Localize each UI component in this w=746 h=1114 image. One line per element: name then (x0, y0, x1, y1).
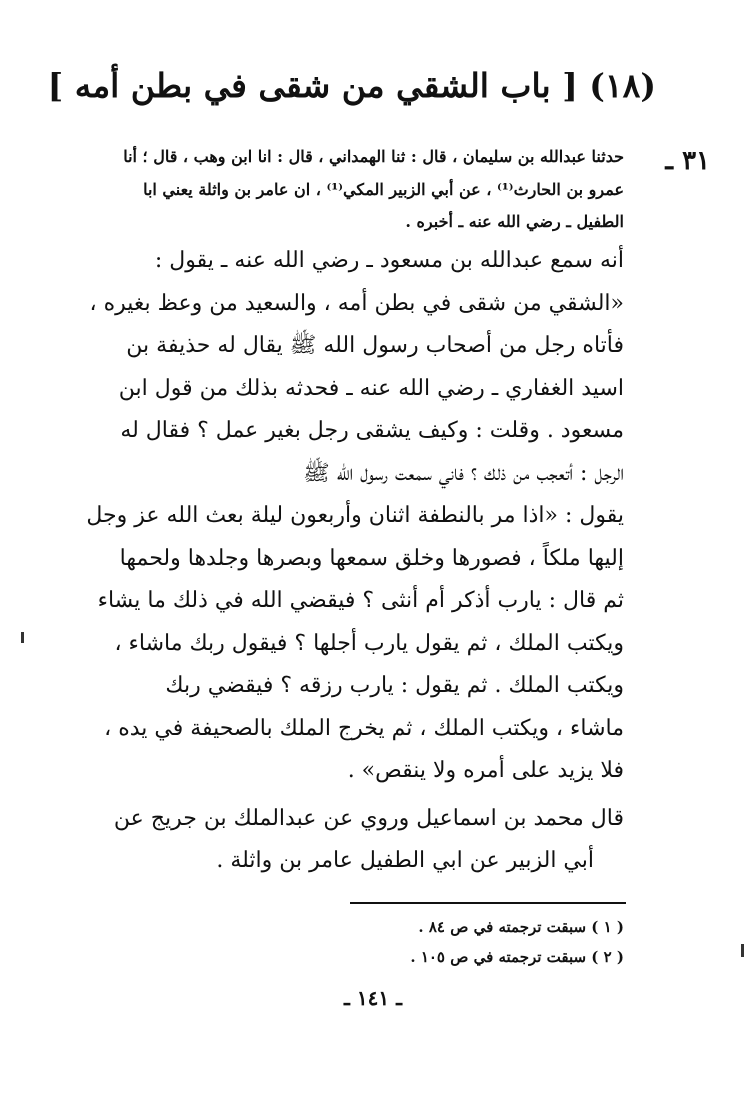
scan-mark (741, 944, 744, 957)
closing-note (52, 798, 624, 882)
isnad-line: الطفيل ـ رضي الله عنه ـ أخبره . (405, 212, 624, 231)
hadith-text (52, 240, 624, 793)
hadith-text-line: فأتاه رجل من أصحاب رسول الله ﷺ يقال له حذيفة بن (126, 333, 624, 358)
hadith-number: ٣١ ـ (665, 146, 710, 176)
hadith-text-line: إليها ملكاً ، فصورها وخلق سمعها وبصرها وجلدها ولحمها (119, 545, 624, 571)
hadith-text-line: اسيد الغفاري ـ رضي الله عنه ـ فحدثه بذلك من قول ابن (118, 375, 624, 401)
footnote: ( ١ ) سبقت ترجمته في ص ٨٤ . (418, 918, 624, 936)
hadith-text-line: ثم قال : يارب أذكر أم أنثى ؟ فيقضي الله في ذلك ما يشاء (97, 588, 624, 613)
hadith-text-line: ويكتب الملك ، ثم يقول يارب أجلها ؟ فيقول ربك ماشاء ، (114, 630, 624, 656)
scan-mark (21, 632, 24, 643)
hadith-text-line: ماشاء ، ويكتب الملك ، ثم يخرج الملك بالصحيفة في يده ، (104, 715, 624, 741)
isnad-line: عمرو بن الحارث⁽¹⁾ ، عن أبي الزبير المكي⁽¹⁾ ، ان عامر بن واثلة يعني ابا (143, 180, 624, 199)
chapter-title: (١٨) [ باب الشقي من شقى في بطن أمه ] (47, 66, 656, 105)
footnotes (348, 912, 624, 972)
footnote: ( ٢ ) سبقت ترجمته في ص ١٠٥ . (410, 948, 624, 966)
isnad-block (56, 140, 624, 238)
isnad-line: حدثنا عبدالله بن سليمان ، قال : ثنا الهمداني ، قال : انا ابن وهب ، قال ؛ أنا (123, 147, 624, 166)
closing-note-line: أبي الزبير عن ابي الطفيل عامر بن واثلة . (216, 848, 594, 873)
closing-note-line: قال محمد بن اسماعيل وروي عن عبدالملك بن جريج عن (113, 806, 624, 831)
hadith-text-line: فلا يزيد على أمره ولا ينقص» . (347, 758, 624, 783)
hadith-text-line: ويكتب الملك . ثم يقول : يارب رزقه ؟ فيقضي ربك (165, 673, 624, 698)
hadith-text-line: مسعود . وقلت : وكيف يشقى رجل بغير عمل ؟ فقال له (120, 418, 624, 443)
page-number: ـ ١٤١ ـ (344, 986, 402, 1010)
hadith-text-line: أنه سمع عبدالله بن مسعود ـ رضي الله عنه ـ يقول : (154, 248, 624, 273)
hadith-text-line: يقول : «اذا مر بالنطفة اثنان وأربعون ليلة بعث الله عز وجل (86, 503, 624, 528)
hadith-text-line: «الشقي من شقى في بطن أمه ، والسعيد من وعظ بغيره ، (89, 290, 624, 316)
footnote-divider (350, 902, 626, 904)
hadith-text-line: الرجل : أتعجب من ذلك ؟ فاني سمعت رسول الله ﷺ (303, 460, 624, 486)
